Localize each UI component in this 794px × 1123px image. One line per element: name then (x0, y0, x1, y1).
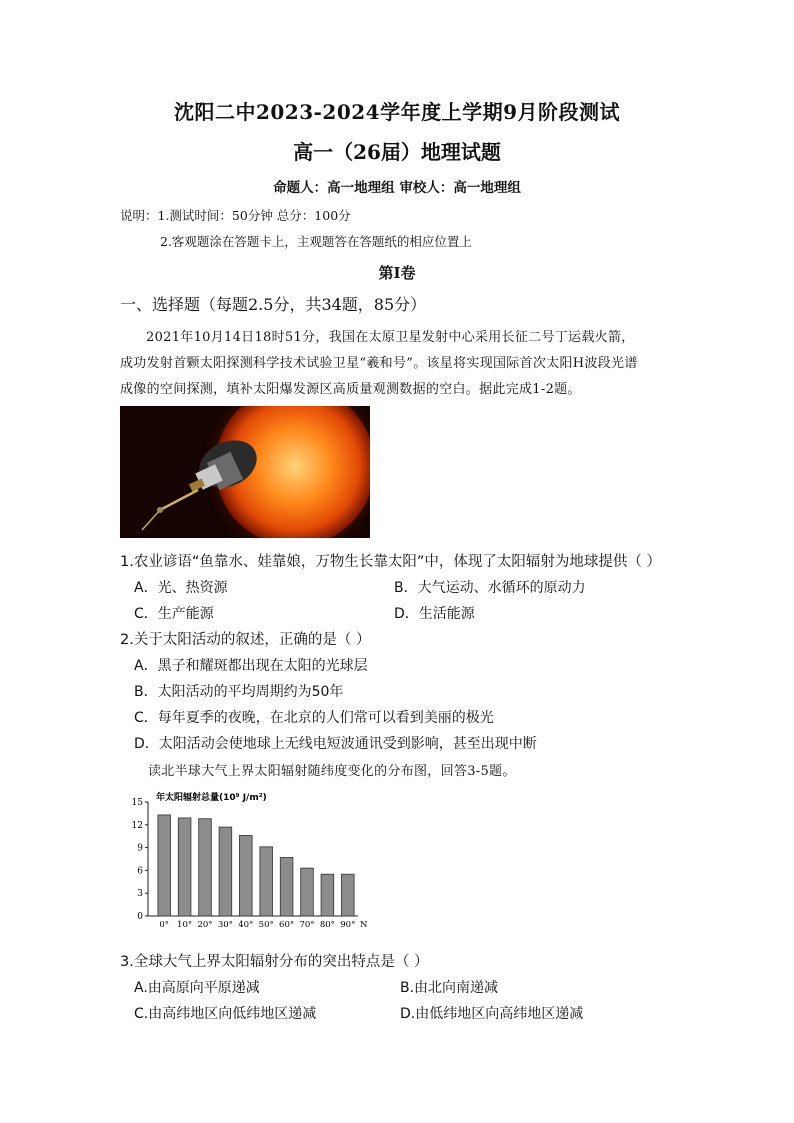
question-3-option-d: D.由低纬地区向高纬地区递减 (400, 1006, 584, 1022)
question-2-option-d: D．太阳活动会使地球上无线电短波通讯受到影响，甚至出现中断 (134, 736, 537, 752)
exam-subtitle: 高一（26届）地理试题 (293, 140, 501, 164)
bar (199, 819, 212, 916)
y-tick-label: 0 (137, 912, 143, 922)
exam-title: 沈阳二中2023-2024学年度上学期9月阶段测试 (173, 100, 621, 124)
sun-probe-illustration (120, 406, 370, 538)
exam-authors: 命题人：高一地理组 审校人：高一地理组 (273, 180, 521, 196)
x-tick-label: 50° (258, 920, 274, 930)
bar (321, 874, 334, 916)
question-3-option-c: C.由高纬地区向低纬地区递减 (134, 1006, 317, 1022)
passage2: 读北半球大气上界太阳辐射随纬度变化的分布图，回答3-5题。 (148, 764, 516, 779)
question-1-option-c: C．生产能源 (134, 606, 214, 622)
passage1-line1: 2021年10月14日18时51分，我国在太原卫星发射中心采用长征二号丁运载火箭， (146, 330, 635, 345)
section-heading: 一、选择题（每题2.5分，共34题，85分） (120, 295, 427, 314)
x-tick-label: 30° (217, 920, 233, 930)
bar (301, 868, 314, 916)
x-tick-label: 10° (177, 920, 193, 930)
question-1-option-d: D．生活能源 (394, 606, 475, 622)
volume-heading: 第Ⅰ卷 (378, 264, 416, 282)
bar (178, 818, 191, 916)
radiation-chart-svg (118, 788, 388, 933)
x-tick-label: 90° (340, 920, 356, 930)
bar (341, 874, 354, 916)
bar (280, 857, 293, 916)
passage1-line2: 成功发射首颗太阳探测科学技术试验卫星“羲和号”。该星将实现国际首次太阳H波段光谱 (120, 356, 638, 371)
question-1-stem: 1.农业谚语“鱼靠水、娃靠娘，万物生长靠太阳”中，体现了太阳辐射为地球提供（ ） (120, 554, 661, 570)
y-tick-label: 15 (131, 798, 143, 808)
x-tick-label: 0° (159, 920, 170, 930)
y-tick-label: 6 (137, 866, 143, 877)
chart-title: 年太阳辐射总量(10⁹ J/m²) (156, 793, 267, 803)
y-tick-label: 12 (131, 820, 143, 831)
passage1-line3: 成像的空间探测，填补太阳爆发源区高质量观测数据的空白。据此完成1-2题。 (120, 382, 581, 397)
question-1-option-a: A．光、热资源 (134, 580, 228, 596)
x-tick-label: 60° (279, 920, 295, 930)
x-axis-suffix: N (360, 920, 368, 930)
question-2-option-c: C．每年夏季的夜晚，在北京的人们常可以看到美丽的极光 (134, 710, 494, 726)
question-3-stem: 3.全球大气上界太阳辐射分布的突出特点是（ ） (120, 954, 429, 970)
x-tick-label: 40° (238, 920, 254, 930)
instructions-line1: 说明：1.测试时间：50分钟 总分：100分 (120, 208, 351, 223)
x-tick-label: 70° (299, 920, 315, 930)
question-3-option-a: A.由高原向平原递减 (134, 980, 260, 996)
x-tick-label: 80° (319, 920, 335, 930)
bar (260, 847, 273, 916)
radiation-chart (118, 788, 388, 933)
instructions-line2: 2.客观题涂在答题卡上，主观题答在答题纸的相应位置上 (160, 234, 472, 249)
question-2-option-b: B．太阳活动的平均周期约为50年 (134, 684, 344, 700)
y-tick-label: 9 (137, 843, 143, 854)
bar (239, 835, 252, 916)
bar (219, 827, 232, 916)
x-tick-label: 20° (197, 920, 213, 930)
sun-probe-image (120, 406, 370, 538)
question-3-option-b: B.由北向南递减 (400, 980, 499, 996)
question-2-stem: 2.关于太阳活动的叙述，正确的是（ ） (120, 632, 371, 648)
bar (158, 815, 171, 916)
question-2-option-a: A．黑子和耀斑都出现在太阳的光球层 (134, 658, 368, 674)
y-tick-label: 3 (137, 889, 143, 900)
question-1-option-b: B．大气运动、水循环的原动力 (394, 580, 586, 596)
